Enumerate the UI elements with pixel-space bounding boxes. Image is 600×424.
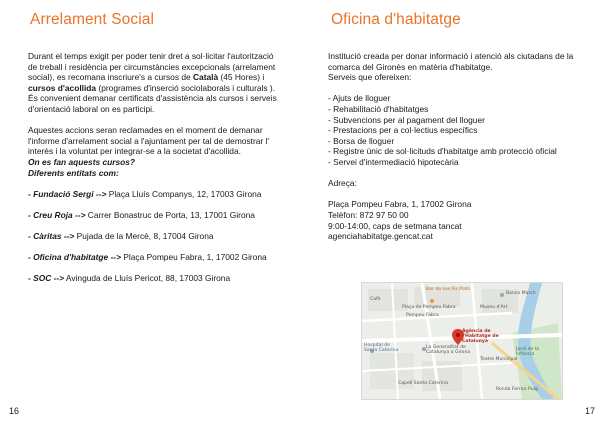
entity-address: Plaça Pompeu Fabra, 1, 17002 Girona [120, 252, 267, 263]
entity-name: - Càritas --> [28, 231, 75, 242]
service-item: - Rehabilitació d'habitatges [328, 103, 429, 114]
para1-text-c: (programes d'inserció sociolaborals i culturals ). És convenient demanar certificats d'assistència als cursos i serveis d'orientació laboral on es participi. [28, 82, 277, 114]
para1-text-a: Durant el temps exigit per poder tenir dret a sol·licitar l'autorització de treball i residència per circumstàncies excepcionals (arrelament social), es recomana inscriure's a cursos de [28, 51, 276, 83]
map-label: Hospital de Santa Caterina [364, 343, 399, 354]
catala-bold: Català [192, 72, 219, 83]
right-page [300, 0, 600, 424]
service-item: - Prestacions per a col·lectius específics [328, 125, 478, 136]
office-address: Plaça Pompeu Fabra, 1, 17002 Girona [328, 199, 472, 210]
cursos-acollida-bold: cursos d'acollida [28, 82, 97, 93]
right-page-title: Oficina d'habitatge [331, 11, 461, 28]
map-label: Bar de Les Fis Plats [426, 287, 471, 292]
entity-item [28, 273, 284, 284]
office-intro: Institució creada per donar informació i atenció als ciutadans de la comarca del Gironès en matèria d'habitatge. [328, 51, 574, 72]
service-item: - Ajuts de lloguer [328, 93, 391, 104]
entity-address: Avinguda de Lluís Pericot, 88, 17003 Girona [64, 273, 231, 284]
office-website: agenciahabitatge.gencat.cat [328, 231, 433, 242]
entity-address: Pujada de la Mercè, 8, 17004 Girona [74, 231, 214, 242]
location-map[interactable] [361, 282, 563, 400]
service-item: - Registre únic de sol·licituds d'habitatge amb protecció oficial [328, 146, 557, 157]
page-number-right: 17 [585, 406, 596, 416]
entity-name: - SOC --> [28, 273, 65, 284]
services-list [328, 93, 590, 167]
map-label: Teatre Municipal [480, 357, 518, 362]
entity-address: Plaça Lluís Companys, 12, 17003 Girona [106, 188, 262, 199]
right-page-body [328, 51, 590, 242]
entity-item [28, 189, 284, 200]
service-item: - Subvencions per al pagament del lloguer [328, 114, 485, 125]
entity-item [28, 252, 284, 263]
courses-question: On es fan aquests cursos? [28, 156, 136, 167]
map-label: Banco March [506, 291, 536, 296]
arrelament-paragraph [28, 51, 284, 115]
entity-name: - Fundació Sergi --> [28, 188, 107, 199]
map-label: Jardí de la Infància [516, 347, 539, 358]
entity-item [28, 210, 284, 221]
map-label: La Generalitat de Catalunya a Girona [426, 345, 471, 356]
office-hours: 9:00-14:00, caps de setmana tancat [328, 220, 462, 231]
map-label: Cafè [370, 297, 381, 302]
service-item: - Servei d'intermediació hipotecària [328, 156, 459, 167]
entity-name: - Oficina d'habitatge --> [28, 252, 121, 263]
map-label: Ronda Ferran Puig [496, 387, 538, 392]
entity-name: - Creu Roja --> [28, 209, 86, 220]
entity-address: Carrer Bonastruc de Porta, 13, 17001 Girona [85, 209, 255, 220]
office-phone: Telèfon: 872 97 50 00 [328, 209, 409, 220]
left-page-title: Arrelament Social [30, 11, 155, 28]
map-label: Plaça de Pompeu Fabra [402, 305, 456, 310]
entity-item [28, 231, 284, 242]
map-label: Pompeu Fabra [406, 313, 439, 318]
page-number-left: 16 [9, 406, 20, 416]
entities-subtitle: Diferents entitats com: [28, 167, 119, 178]
map-pin-label: Agència de l'Habitatge de Catalunya [462, 329, 499, 345]
services-heading: Serveis que ofereixen: [328, 72, 412, 83]
para1-text-b: (45 Hores) i [218, 72, 265, 83]
map-label: Museu d'Art [480, 305, 508, 310]
service-item: - Borsa de lloguer [328, 135, 395, 146]
map-label: Capell Santa Caterina [398, 381, 449, 386]
left-page-body [28, 51, 284, 295]
reclamation-paragraph: Aquestes accions seran reclamades en el moment de demanar l'informe d'arrelament social a l'ajuntament per tal de demostrar l' interès i la voluntat per integrar-se a la societat d'acollida. [28, 125, 270, 157]
address-label: Adreça: [328, 178, 357, 189]
